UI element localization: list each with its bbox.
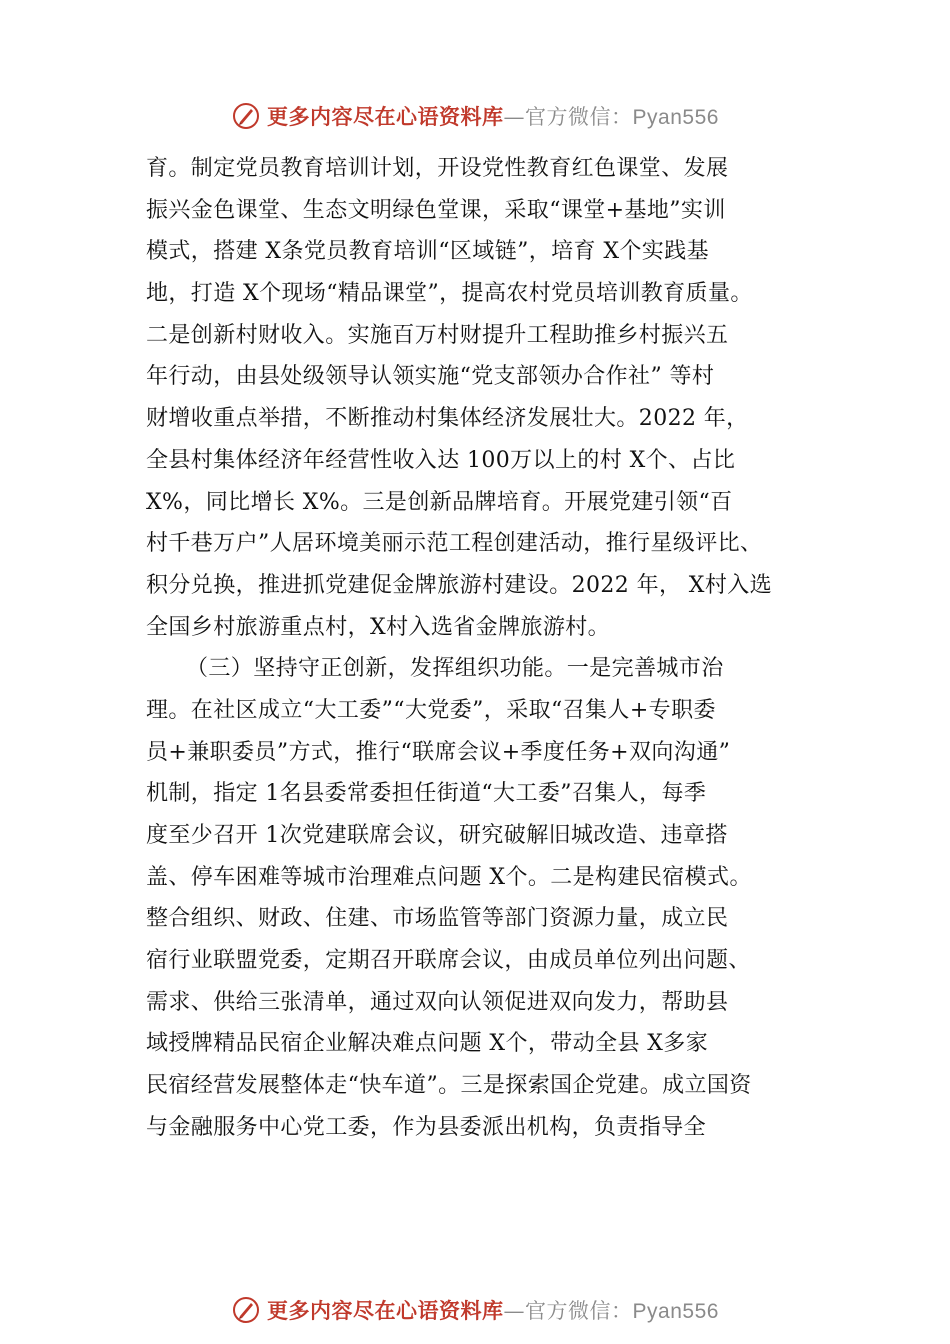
text-line: 全国乡村旅游重点村，X村入选省金牌旅游村。 — [146, 614, 611, 640]
wechat-id: Pyan556 — [632, 1300, 719, 1323]
wechat-id: Pyan556 — [632, 106, 719, 129]
text-line: 年行动，由县处级领导认领实施“党支部领办合作社” 等村 — [146, 364, 715, 390]
text-line: 盖、停车困难等城市治理难点问题 X个。二是构建民宿模式。 — [146, 864, 752, 890]
text-line: 理。在社区成立“大工委”“大党委”，采取“召集人+专职委 — [146, 697, 716, 723]
text-line: X%，同比增长 X%。三是创新品牌培育。开展党建引领“百 — [146, 489, 733, 515]
quill-seal-icon — [231, 1295, 261, 1325]
text-line: 与金融服务中心党工委，作为县委派出机构，负责指导全 — [146, 1114, 707, 1140]
document-body — [146, 148, 846, 1149]
banner-dash: —官方微信： — [503, 1299, 633, 1323]
text-line: 村千巷万户”人居环境美丽示范工程创建活动，推行星级评比、 — [146, 531, 763, 557]
banner-text — [267, 101, 719, 131]
text-line: 振兴金色课堂、生态文明绿色堂课，采取“课堂+基地”实训 — [146, 197, 726, 223]
text-line: 域授牌精品民宿企业解决难点问题 X个，带动全县 X多家 — [146, 1031, 709, 1057]
section-heading-line: （三）坚持守正创新，发挥组织功能。一是完善城市治 — [186, 656, 724, 682]
brand-text: 更多内容尽在心语资料库 — [267, 1298, 504, 1323]
text-line: 需求、供给三张清单，通过双向认领促进双向发力，帮助县 — [146, 989, 729, 1015]
text-line: 宿行业联盟党委，定期召开联席会议，由成员单位列出问题、 — [146, 948, 751, 974]
text-line: 员+兼职委员”方式，推行“联席会议+季度任务+双向沟通” — [146, 739, 731, 765]
text-line: 育。制定党员教育培训计划，开设党性教育红色课堂、发展 — [146, 156, 729, 181]
text-line: 财增收重点举措，不断推动村集体经济发展壮大。2022 年， — [146, 406, 749, 432]
text-line: 机制，指定 1名县委常委担任街道“大工委”召集人，每季 — [146, 781, 707, 807]
text-line: 民宿经营发展整体走“快车道”。三是探索国企党建。成立国资 — [146, 1073, 752, 1099]
text-line: 模式，搭建 X条党员教育培训“区域链”，培育 X个实践基 — [146, 239, 710, 265]
footer-banner — [0, 1290, 950, 1330]
banner-dash: —官方微信： — [503, 105, 633, 129]
text-line: 积分兑换，推进抓党建促金牌旅游村建设。2022 年， X村入选 — [146, 572, 773, 598]
brand-text: 更多内容尽在心语资料库 — [267, 104, 504, 129]
text-line: 全县村集体经济年经营性收入达 100万以上的村 X个、占比 — [146, 447, 736, 473]
banner-text — [267, 1295, 719, 1325]
text-line: 度至少召开 1次党建联席会议，研究破解旧城改造、违章搭 — [146, 823, 728, 848]
header-banner — [0, 96, 950, 136]
text-line: 整合组织、财政、住建、市场监管等部门资源力量，成立民 — [146, 906, 729, 932]
quill-seal-icon — [231, 101, 261, 131]
text-line: 地，打造 X个现场“精品课堂”，提高农村党员培训教育质量。 — [146, 281, 753, 307]
text-line: 二是创新村财收入。实施百万村财提升工程助推乡村振兴五 — [146, 322, 729, 348]
